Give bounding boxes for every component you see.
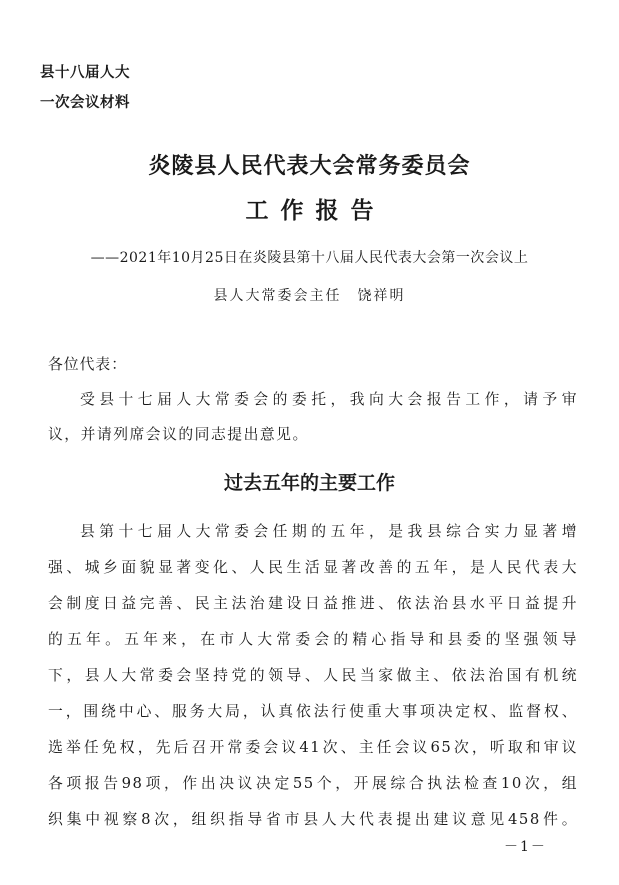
report-title-org: 炎陵县人民代表大会常务委员会 (148, 153, 471, 179)
intro-line-1: 受县十七届人大常委会的委托，我向大会报告工作，请予审 (80, 391, 578, 408)
body-line: 县第十七届人大常委会任期的五年，是我县综合实力显著增 (80, 523, 578, 540)
body-line: 选举任免权，先后召开常委会议41次、主任会议65次，听取和审议 (48, 739, 578, 756)
body-line: 一，围绕中心、服务大局，认真依法行使重大事项决定权、监督权、 (48, 703, 578, 720)
body-line: 各项报告98项，作出决议决定55个，开展综合执法检查10次，组 (48, 775, 578, 792)
body-line: 织集中视察8次，组织指导省市县人大代表提出建议意见458件。 (48, 811, 578, 828)
body-line: 下，县人大常委会坚持党的领导、人民当家做主、依法治国有机统 (48, 667, 578, 684)
meeting-label-line-1: 县十八届人大 (40, 65, 130, 81)
greeting: 各位代表： (48, 356, 127, 373)
page-number: －1－ (504, 839, 547, 855)
section-heading: 过去五年的主要工作 (223, 472, 395, 494)
report-presenter: 县人大常委会主任 饶祥明 (213, 288, 406, 304)
intro-line-2: 议，并请列席会议的同志提出意见。 (48, 426, 309, 443)
body-line: 的五年。五年来，在市人大常委会的精心指导和县委的坚强领导 (48, 631, 578, 648)
meeting-material-label (40, 58, 130, 118)
report-title: 工作报告 (245, 197, 386, 224)
body-line: 会制度日益完善、民主法治建设日益推进、依法治县水平日益提升 (48, 595, 578, 612)
report-date-occasion: ——2021年10月25日在炎陵县第十八届人民代表大会第一次会议上 (90, 250, 529, 266)
meeting-label-line-2: 一次会议材料 (40, 95, 130, 111)
body-line: 强、城乡面貌显著变化、人民生活显著改善的五年，是人民代表大 (48, 559, 578, 576)
